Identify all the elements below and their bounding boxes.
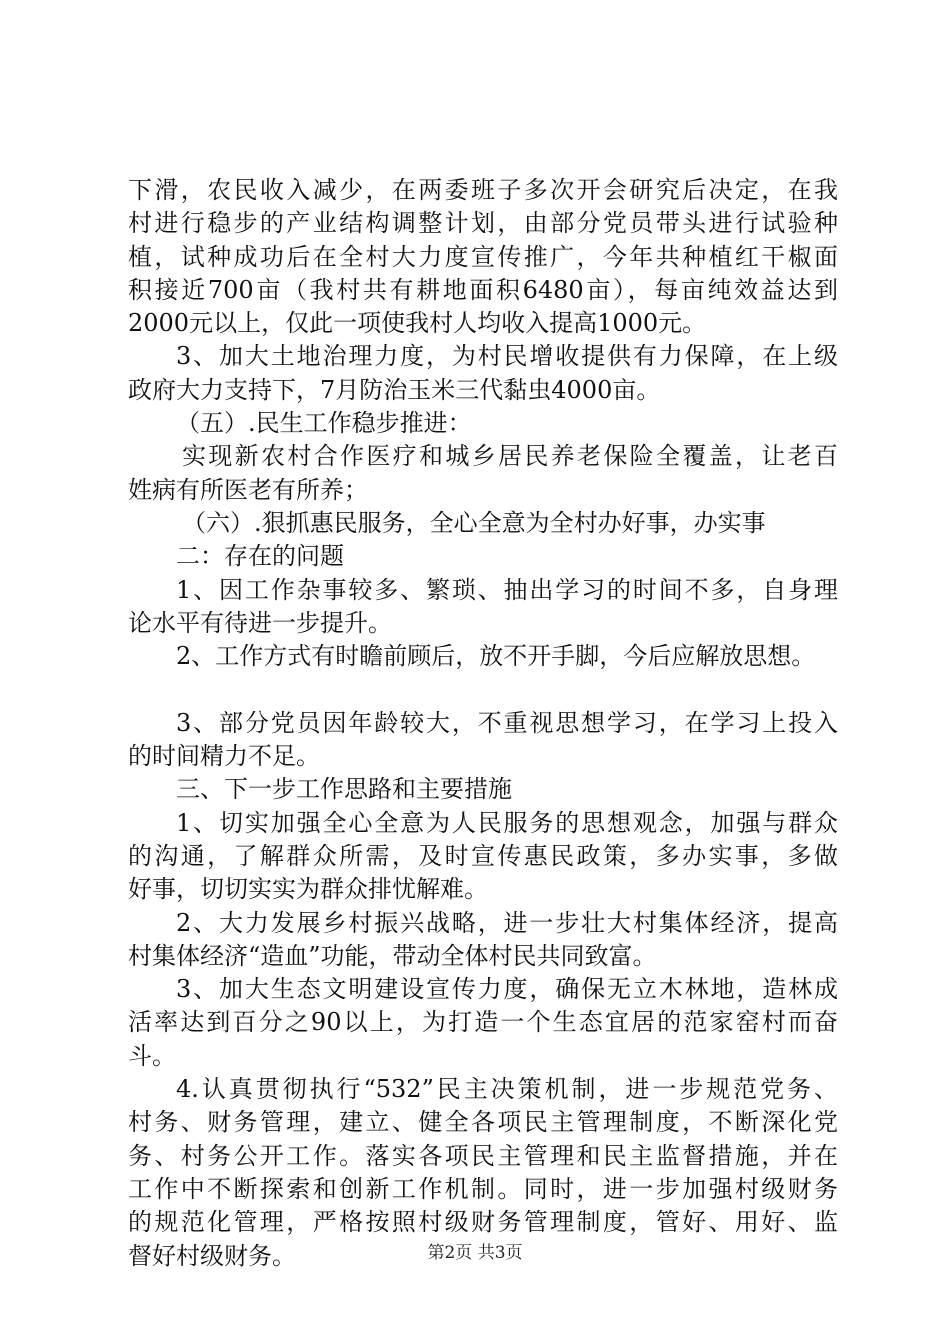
text-line: 活率达到百分之90以上，为打造一个生态宜居的范家窑村而奋 bbox=[128, 1008, 838, 1037]
blank-line bbox=[128, 673, 838, 706]
text-line: 的规范化管理，严格按照村级财务管理制度，管好、用好、监 bbox=[128, 1208, 838, 1237]
text-line: 政府大力支持下，7月防治玉米三代黏虫4000亩。 bbox=[128, 375, 661, 404]
text-line: 4.认真贯彻执行“532”民主决策机制，进一步规范党务、 bbox=[176, 1075, 838, 1104]
text-line: 村务、财务管理，建立、健全各项民主管理制度，不断深化党 bbox=[128, 1108, 838, 1137]
text-line: 工作中不断探索和创新工作机制。同时，进一步加强村级财务 bbox=[128, 1174, 838, 1203]
text-line: 2000元以上，仅此一项使我村人均收入提高1000元。 bbox=[128, 309, 707, 338]
text-line: 积接近700亩（我村共有耕地面积6480亩），每亩纯效益达到 bbox=[128, 275, 838, 304]
text-line: 村进行稳步的产业结构调整计划，由部分党员带头进行试验种 bbox=[128, 209, 838, 238]
text-line: 3、加大土地治理力度，为村民增收提供有力保障，在上级 bbox=[176, 342, 838, 371]
text-line: 斗。 bbox=[128, 1041, 176, 1070]
text-line: 实现新农村合作医疗和城乡居民养老保险全覆盖，让老百 bbox=[182, 442, 838, 471]
document-body bbox=[128, 174, 838, 1273]
text-line: 村集体经济“造血”功能，带动全体村民共同致富。 bbox=[128, 941, 657, 970]
text-line: 植，试种成功后在全村大力度宣传推广，今年共种植红干椒面 bbox=[128, 242, 838, 271]
text-line: 3、部分党员因年龄较大，不重视思想学习，在学习上投入 bbox=[176, 708, 838, 737]
text-line: 姓病有所医老有所养； bbox=[128, 475, 368, 504]
text-line: 1、因工作杂事较多、繁琐、抽出学习的时间不多，自身理 bbox=[176, 575, 838, 604]
page-number: 第2页 共3页 bbox=[427, 1243, 523, 1263]
text-line: 督好村级财务。 bbox=[128, 1241, 296, 1270]
text-line: 1、切实加强全心全意为人民服务的思想观念，加强与群众 bbox=[176, 808, 838, 837]
section-heading: 三、下一步工作思路和主要措施 bbox=[176, 775, 512, 804]
text-line: 务、村务公开工作。落实各项民主管理和民主监督措施，并在 bbox=[128, 1141, 838, 1170]
text-line: 好事，切切实实为群众排忧解难。 bbox=[128, 875, 488, 904]
text-line: 2、工作方式有时瞻前顾后，放不开手脚，今后应解放思想。 bbox=[176, 642, 816, 671]
text-line: 论水平有待进一步提升。 bbox=[128, 608, 392, 637]
section-heading: （六）.狠抓惠民服务，全心全意为全村办好事，办实事 bbox=[182, 508, 766, 537]
section-heading: （五）.民生工作稳步推进： bbox=[176, 409, 472, 438]
section-heading: 二：存在的问题 bbox=[176, 542, 344, 571]
text-line: 的沟通，了解群众所需，及时宣传惠民政策，多办实事，多做 bbox=[128, 841, 838, 870]
text-line: 3、加大生态文明建设宣传力度，确保无立木林地，造林成 bbox=[176, 975, 838, 1004]
text-line: 的时间精力不足。 bbox=[128, 742, 320, 771]
text-line: 下滑，农民收入减少，在两委班子多次开会研究后决定，在我 bbox=[128, 176, 838, 204]
text-line: 2、大力发展乡村振兴战略，进一步壮大村集体经济，提高 bbox=[176, 908, 838, 937]
page-footer bbox=[0, 1242, 950, 1264]
